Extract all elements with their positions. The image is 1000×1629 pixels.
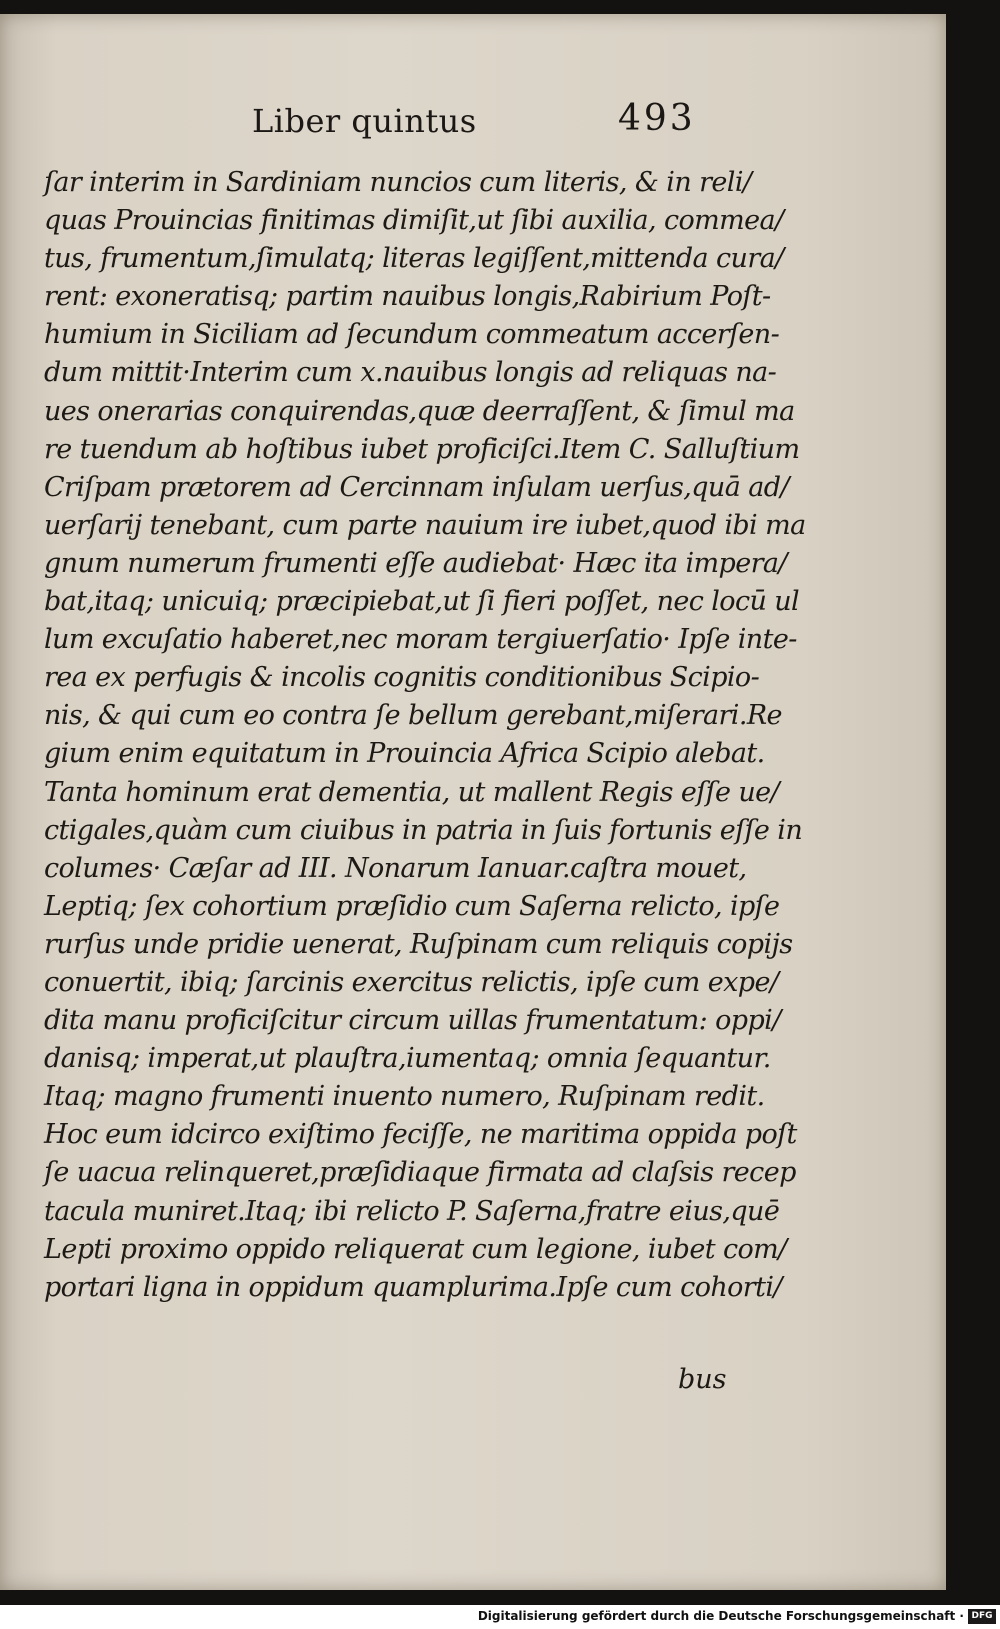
text-line: dita manu proficiſcitur circum uillas frumentatum: oppi/ [44,1005,781,1037]
text-line: Lepti proximo oppido reliquerat cum legione, iubet com/ [44,1233,787,1265]
text-line: ues onerarias conquirendas,quæ deerraſſent, & ſimul ma [44,395,795,427]
catchword: bus [678,1364,727,1395]
text-line: portari ligna in oppidum quamplurima.Ipſe cum cohorti/ [44,1271,782,1303]
text-line: quas Prouincias finitimas dimiſit,ut ſibi auxilia, commea/ [44,205,784,237]
text-line: danisq; imperat,ut plauſtra,iumentaq; omnia ſequantur. [44,1043,771,1075]
text-line: Criſpam prætorem ad Cercinnam inſulam uerſus,quā ad/ [44,471,789,503]
text-line: Tanta hominum erat dementia, ut mallent Regis eſſe ue/ [44,776,780,808]
text-line: rent: exoneratisq; partim nauibus longis,Rabirium Poſt- [44,281,771,313]
text-line: rea ex perfugis & incolis cognitis conditionibus Scipio- [44,662,760,694]
body-text [44,164,806,1307]
text-line: gnum numerum frumenti eſſe audiebat· Hæc ita impera/ [44,547,787,579]
text-line: dum mittit·Interim cum x.nauibus longis ad reliquas na- [44,357,777,389]
text-line: uerſarij tenebant, cum parte nauium ire iubet,quod ibi ma [44,509,806,541]
text-line: ctigales,quàm cum ciuibus in patria in ſuis fortunis eſſe in [44,814,803,846]
dfg-logo-icon: DFG [968,1609,996,1624]
text-line: ſar interim in Sardiniam nuncios cum literis, & in reli/ [44,167,752,198]
text-line: rurſus unde pridie uenerat, Ruſpinam cum reliquis copijs [44,928,793,960]
text-line: conuertit, ibiq; ſarcinis exercitus relictis, ipſe cum expe/ [44,966,779,998]
book-page [0,14,946,1590]
running-title: Liber quintus [252,102,477,140]
text-line: lum excuſatio haberet,nec moram tergiuerſatio· Ipſe inte- [44,624,797,656]
page-header [0,98,946,154]
text-line: tacula muniret.Itaq; ibi relicto P. Saſerna,fratre eius,quē [44,1195,780,1227]
digitization-footer [0,1605,1000,1629]
text-line: bat,itaq; unicuiq; præcipiebat,ut ſi fieri poſſet, nec locū ul [44,586,800,618]
text-line: Itaq; magno frumenti inuento numero, Ruſpinam redit. [44,1081,765,1113]
text-line: re tuendum ab hoſtibus iubet proficiſci.Item C. Salluſtium [44,433,800,465]
text-line: gium enim equitatum in Prouincia Africa Scipio alebat. [44,738,765,770]
footer-credit: Digitalisierung gefördert durch die Deutsche Forschungsgemeinschaft · [477,1609,964,1623]
text-line: tus, frumentum,ſimulatq; literas legiſſent,mittenda cura/ [44,243,784,275]
text-line: ſe uacua relinqueret,præſidiaque firmata ad claſsis recep [44,1157,796,1189]
text-line: columes· Cæſar ad III. Nonarum Ianuar.caſtra mouet, [44,852,747,884]
text-line: nis, & qui cum eo contra ſe bellum gerebant,miſerari.Re [44,700,782,732]
page-number: 493 [618,98,696,139]
text-line: Leptiq; ſex cohortium præſidio cum Saſerna relicto, ipſe [44,890,780,922]
text-line: humium in Siciliam ad ſecundum commeatum accerſen- [44,319,780,351]
text-line: Hoc eum idcirco exiſtimo feciſſe, ne maritima oppida poſt [44,1119,797,1151]
